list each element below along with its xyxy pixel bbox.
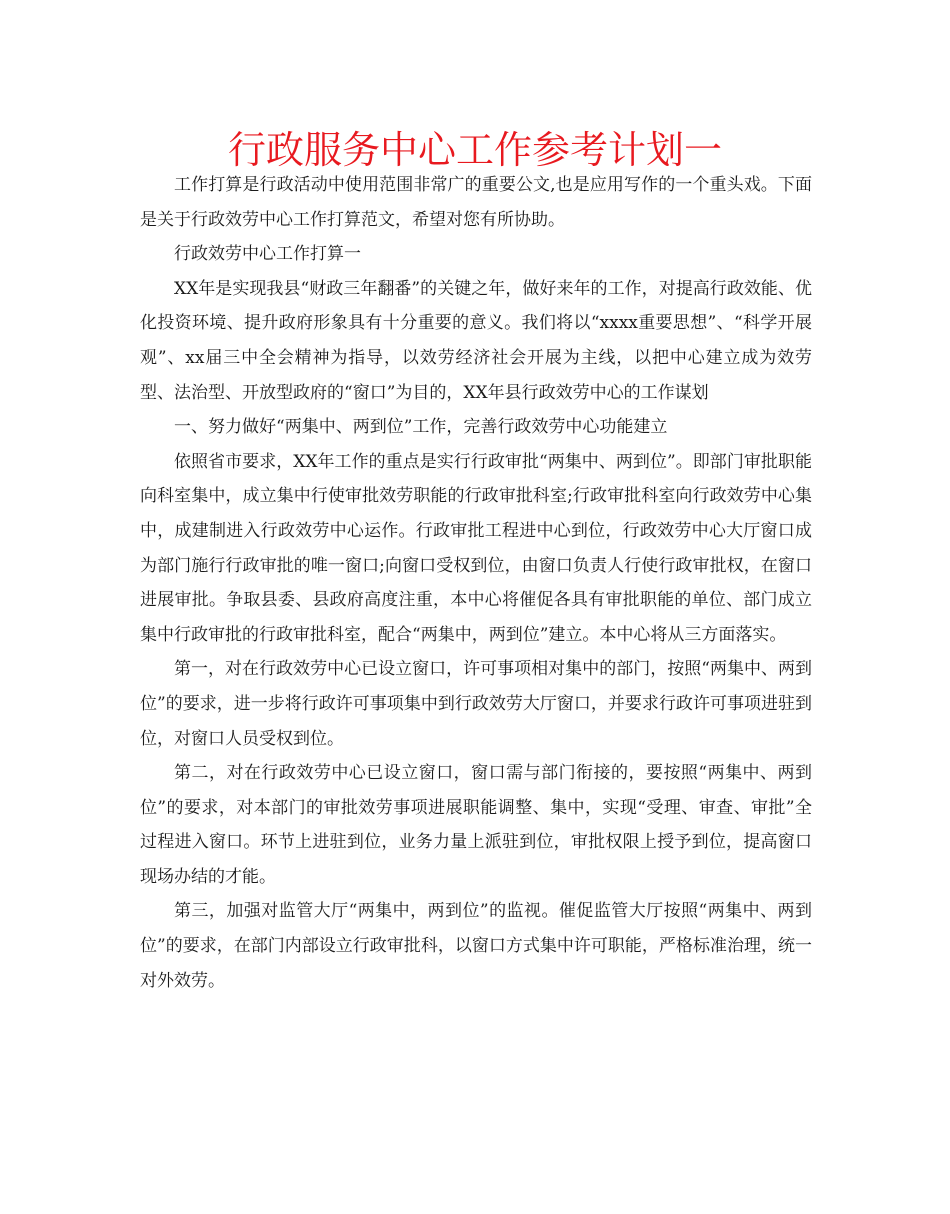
document-title: 行政服务中心工作参考计划一 bbox=[227, 128, 722, 172]
paragraph-overview: XX年是实现我县“财政三年翻番”的关键之年，做好来年的工作，对提高行政效能、优化投资环境、提升政府形象具有十分重要的意义。我们将以“xxxx重要思想”、“科学开展观”、xx届三中全会精神为指导，以效劳经济社会开展为主线，以把中心建立成为效劳型、法治型、开放型政府的“窗口”为目的，XX年县行政效劳中心的工作谋划 bbox=[140, 278, 812, 403]
paragraph-second-point: 第二，对在行政效劳中心已设立窗口，窗口需与部门衔接的，要按照“两集中、两到位”的要求，对本部门的审批效劳事项进展职能调整、集中，实现“受理、审查、审批”全过程进入窗口。环节上进驻到位，业务力量上派驻到位，审批权限上授予到位，提高窗口现场办结的才能。 bbox=[140, 763, 812, 887]
paragraph-section-one-heading: 一、努力做好“两集中、两到位”工作，完善行政效劳中心功能建立 bbox=[174, 417, 668, 438]
paragraph-first-point: 第一，对在行政效劳中心已设立窗口，许可事项相对集中的部门，按照“两集中、两到位”的要求，进一步将行政许可事项集中到行政效劳大厅窗口，并要求行政许可事项进驻到位，对窗口人员受权到位。 bbox=[140, 659, 812, 749]
paragraph-third-point: 第三，加强对监管大厅“两集中，两到位”的监视。催促监管大厅按照“两集中、两到位”的要求，在部门内部设立行政审批科，以窗口方式集中许可职能，严格标准治理，统一对外效劳。 bbox=[140, 901, 812, 991]
document-body bbox=[140, 168, 812, 998]
paragraph-intro: 工作打算是行政活动中使用范围非常广的重要公文,也是应用写作的一个重头戏。下面是关于行政效劳中心工作打算范文，希望对您有所协助。 bbox=[140, 175, 812, 230]
paragraph-requirements: 依照省市要求，XX年工作的重点是实行行政审批“两集中、两到位”。即部门审批职能向科室集中，成立集中行使审批效劳职能的行政审批科室;行政审批科室向行政效劳中心集中，成建制进入行政效劳中心运作。行政审批工程进中心到位，行政效劳中心大厅窗口成为部门施行行政审批的唯一窗口;向窗口受权到位，由窗口负责人行使行政审批权，在窗口进展审批。争取县委、县政府高度注重，本中心将催促各具有审批职能的单位、部门成立集中行政审批的行政审批科室，配合“两集中，两到位”建立。本中心将从三方面落实。 bbox=[140, 451, 812, 645]
paragraph-subheading: 行政效劳中心工作打算一 bbox=[174, 244, 361, 265]
